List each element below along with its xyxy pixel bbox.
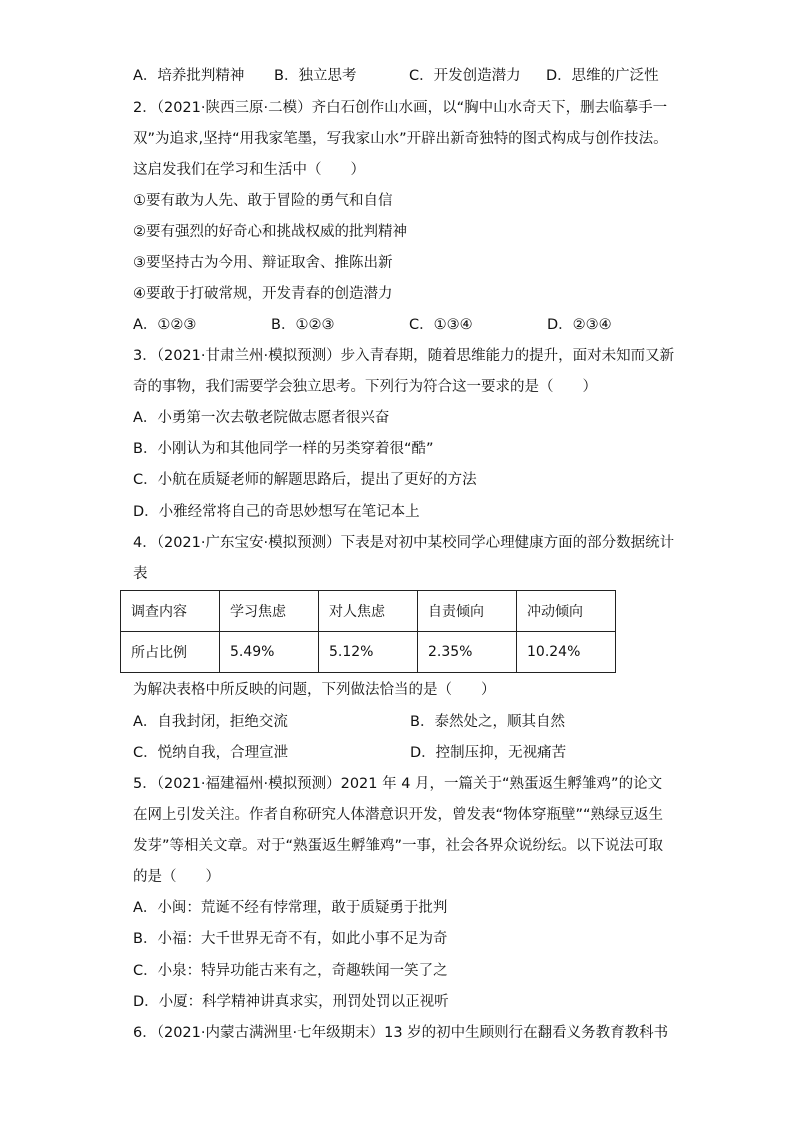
table-cell: 所占比例 xyxy=(121,632,220,673)
q4-option-a[interactable]: A．自我封闭，拒绝交流 xyxy=(133,714,288,730)
table-cell: 10.24% xyxy=(517,632,616,673)
q2-statement-1: ①要有敢为人先、敢于冒险的勇气和自信 xyxy=(133,193,393,209)
q3-option-a[interactable]: A．小勇第一次去敬老院做志愿者很兴奋 xyxy=(133,410,390,426)
q3-option-c[interactable]: C．小航在质疑老师的解题思路后，提出了更好的方法 xyxy=(133,472,477,488)
q2-stem-line-2: 双”为追求,坚持“用我家笔墨，写我家山水”开辟出新奇独特的图式构成与创作技法。 xyxy=(133,131,668,147)
q1-option-b[interactable]: B．独立思考 xyxy=(274,68,357,84)
q2-option-d[interactable]: D．②③④ xyxy=(547,317,612,333)
q4-stem-line-1: 4．（2021·广东宝安·模拟预测）下表是对初中某校同学心理健康方面的部分数据统计 xyxy=(133,535,675,551)
table-cell: 5.12% xyxy=(319,632,418,673)
q5-option-c[interactable]: C．小泉：特异功能古来有之，奇趣轶闻一笑了之 xyxy=(133,963,448,979)
q5-stem-line-2: 在网上引发关注。作者自称研究人体潜意识开发，曾发表“物体穿瓶壁”“熟绿豆返生 xyxy=(133,807,664,823)
survey-table xyxy=(120,590,616,673)
table-header-cell: 冲动倾向 xyxy=(517,591,616,632)
table-row xyxy=(121,591,616,632)
q2-option-c[interactable]: C．①③④ xyxy=(409,317,473,333)
q4-option-c[interactable]: C．悦纳自我，合理宣泄 xyxy=(133,745,289,761)
q5-stem-line-4: 的是（ ） xyxy=(133,869,220,885)
q4-stem-line-2: 表 xyxy=(133,566,148,582)
q2-option-b[interactable]: B．①②③ xyxy=(271,317,335,333)
q1-option-a[interactable]: A．培养批判精神 xyxy=(133,68,245,84)
q4-option-d[interactable]: D．控制压抑，无视痛苦 xyxy=(410,745,567,761)
q6-stem-line-1: 6．（2021·内蒙古满洲里·七年级期末）13 岁的初中生顾则行在翻看义务教育教科书 xyxy=(133,1025,669,1041)
q1-option-d[interactable]: D．思维的广泛性 xyxy=(546,68,659,84)
table-header-cell: 对人焦虑 xyxy=(319,591,418,632)
q5-stem-line-3: 发芽”等相关文章。对于“熟蛋返生孵雏鸡”一事，社会各界众说纷纭。以下说法可取 xyxy=(133,838,664,854)
q2-stem-line-3: 这启发我们在学习和生活中（ ） xyxy=(133,162,365,178)
table-cell: 5.49% xyxy=(220,632,319,673)
q3-stem-line-2: 奇的事物，我们需要学会独立思考。下列行为符合这一要求的是（ ） xyxy=(133,379,597,395)
q4-option-b[interactable]: B．泰然处之，顺其自然 xyxy=(410,714,565,730)
q1-option-c[interactable]: C．开发创造潜力 xyxy=(409,68,521,84)
q2-statement-2: ②要有强烈的好奇心和挑战权威的批判精神 xyxy=(133,224,407,240)
table-header-cell: 学习焦虑 xyxy=(220,591,319,632)
q2-option-a[interactable]: A．①②③ xyxy=(133,317,197,333)
q4-question: 为解决表格中所反映的问题，下列做法恰当的是（ ） xyxy=(133,682,496,698)
q3-stem-line-1: 3．（2021·甘肃兰州·模拟预测）步入青春期，随着思维能力的提升，面对未知而又新 xyxy=(133,348,675,364)
q5-option-d[interactable]: D．小厦：科学精神讲真求实，刑罚处罚以正视听 xyxy=(133,994,449,1010)
q5-stem-line-1: 5．（2021·福建福州·模拟预测）2021 年 4 月，一篇关于“熟蛋返生孵雏鸡”的论文 xyxy=(133,776,663,792)
table-header-cell: 调查内容 xyxy=(121,591,220,632)
table-header-cell: 自责倾向 xyxy=(418,591,517,632)
q2-statement-4: ④要敢于打破常规，开发青春的创造潜力 xyxy=(133,286,393,302)
q3-option-b[interactable]: B．小刚认为和其他同学一样的另类穿着很“酷” xyxy=(133,441,434,457)
q2-statement-3: ③要坚持古为今用、辩证取舍、推陈出新 xyxy=(133,255,393,271)
table-cell: 2.35% xyxy=(418,632,517,673)
q5-option-b[interactable]: B．小福：大千世界无奇不有，如此小事不足为奇 xyxy=(133,931,448,947)
q2-stem-line-1: 2．（2021·陕西三原·二模）齐白石创作山水画，以“胸中山水奇天下，删去临摹手一 xyxy=(133,100,668,116)
q3-option-d[interactable]: D．小雅经常将自己的奇思妙想写在笔记本上 xyxy=(133,504,420,520)
table-row xyxy=(121,632,616,673)
q5-option-a[interactable]: A．小闽：荒诞不经有悖常理，敢于质疑勇于批判 xyxy=(133,900,448,916)
